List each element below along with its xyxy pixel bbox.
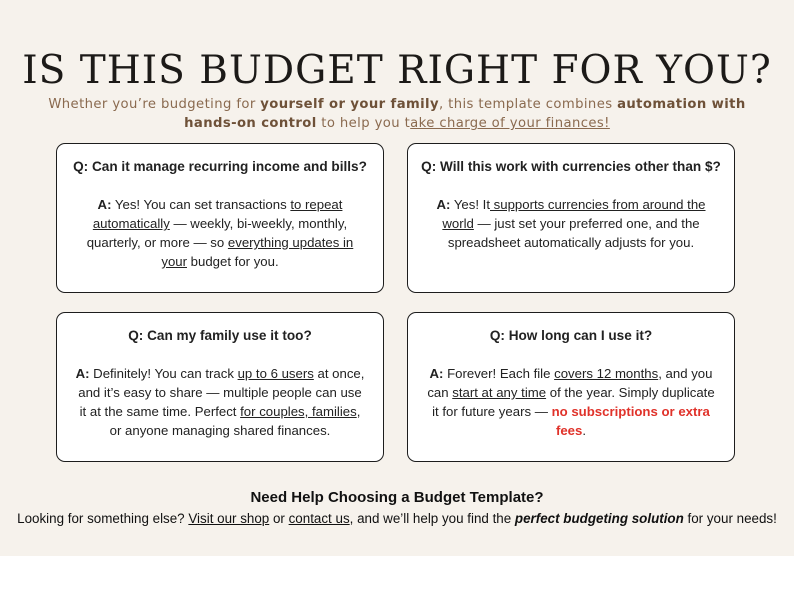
contact-us-link[interactable]: contact us [288, 511, 350, 526]
visit-shop-link[interactable]: Visit our shop [188, 511, 270, 526]
faq-answer: A: Yes! It supports currencies from around the world — just set your preferred one, and the spreadsheet automatically adjusts for you. [436, 197, 706, 250]
faq-card-currencies [407, 143, 735, 293]
faq-question: Q: Can my family use it too? [128, 328, 312, 343]
faq-card-recurring [56, 143, 384, 293]
faq-answer: A: Yes! You can set transactions to repeat automatically — weekly, bi-weekly, monthly, quarterly, or more — so everything updates in your budget for you. [86, 197, 354, 269]
intro-text: Whether you’re budgeting for yourself or your family, this template combines automation with hands-on control to help you take charge of your finances! [48, 97, 746, 132]
faq-question: Q: How long can I use it? [489, 328, 653, 343]
faq-card-duration [407, 312, 735, 462]
help-heading: Need Help Choosing a Budget Template? [250, 489, 544, 506]
faq-answer: A: Forever! Each file covers 12 months, and you can start at any time of the year. Simply duplicate it for future years — no subscriptions or extra fees. [427, 366, 715, 438]
no-fees-highlight: no subscriptions or extra fees [551, 404, 710, 438]
faq-question: Q: Can it manage recurring income and bills? [73, 159, 367, 174]
page-title: IS THIS BUDGET RIGHT FOR YOU? [22, 48, 772, 94]
faq-question: Q: Will this work with currencies other than $? [421, 159, 721, 174]
faq-answer: A: Definitely! You can track up to 6 users at once, and it’s easy to share — multiple people can use it at the same time. Perfect for couples, families, or anyone managing shared finances. [75, 366, 365, 438]
faq-card-family [56, 312, 384, 462]
help-text: Looking for something else? Visit our shop or contact us, and we’ll help you find the perfect budgeting solution for your needs! [17, 511, 777, 526]
